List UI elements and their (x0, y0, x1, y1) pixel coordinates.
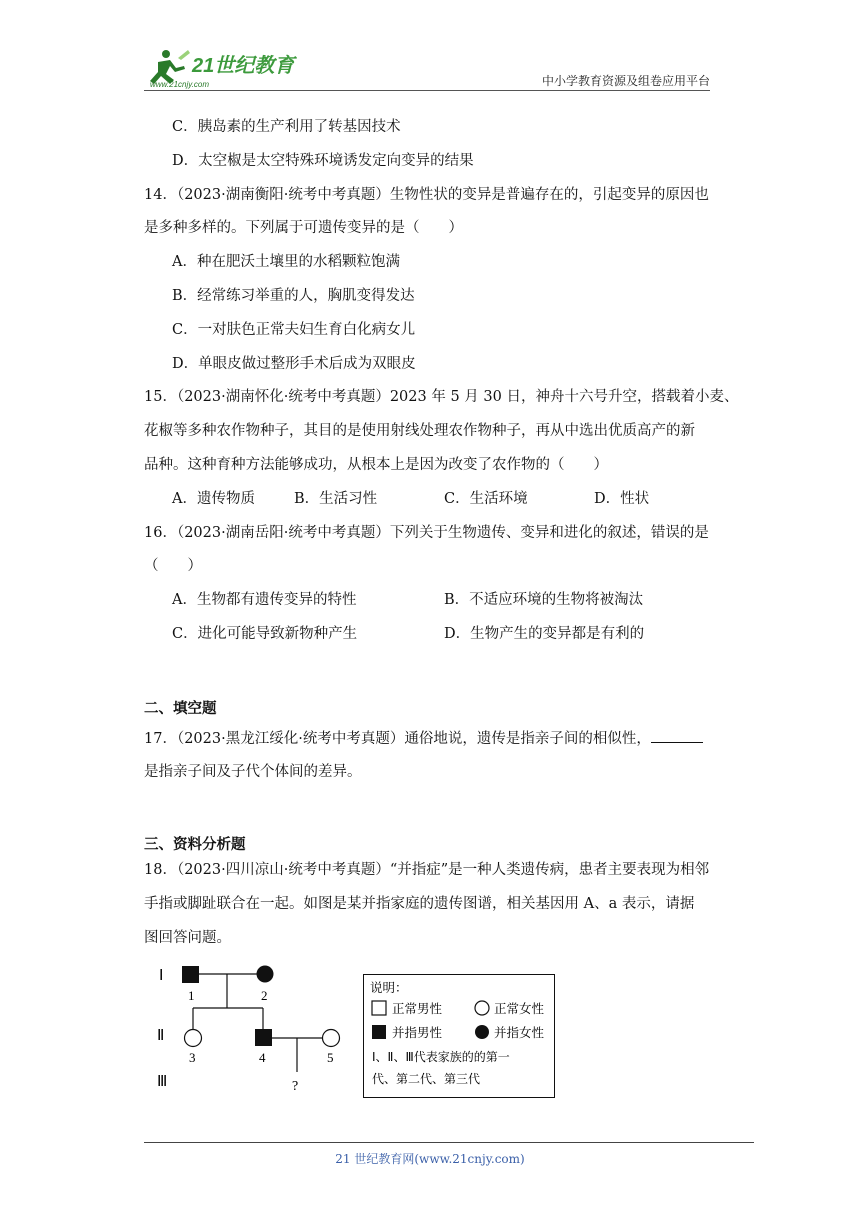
q16-stem-line2: （ ） (144, 558, 202, 574)
individual-1-affected-male (182, 966, 199, 983)
q16-option-c: C．进化可能导致新物种产生 (172, 626, 358, 642)
q16-option-a: A．生物都有遗传变异的特性 (172, 592, 357, 608)
q15-option-d: D．性状 (594, 491, 650, 507)
individual-2-affected-female (257, 966, 274, 983)
q17-answer-blank[interactable] (651, 728, 703, 743)
unknown-offspring-mark: ? (292, 1079, 299, 1094)
individual-5-normal-female (323, 1030, 340, 1047)
legend-graphic (364, 975, 554, 1097)
normal-female-symbol (475, 1001, 489, 1015)
individual-4-affected-male (255, 1029, 272, 1046)
q13-option-c: C．胰岛素的生产利用了转基因技术 (172, 119, 401, 135)
q17-stem-text: 17．（2023·黑龙江绥化·统考中考真题）通俗地说，遗传是指亲子间的相似性， (144, 731, 651, 747)
q15-option-b: B．生活习性 (294, 491, 378, 507)
q15-option-c: C．生活环境 (444, 491, 528, 507)
generation-3-label: Ⅲ (157, 1074, 168, 1090)
logo-url: www.21cnjy.com (150, 80, 209, 89)
q18-stem-line3: 图回答问题。 (144, 930, 231, 946)
logo-text: 21世纪教育 (192, 55, 295, 77)
q14-option-c: C．一对肤色正常夫妇生育白化病女儿 (172, 322, 416, 338)
q13-option-d: D．太空椒是太空特殊环境诱发定向变异的结果 (172, 153, 474, 169)
generation-1-label: Ⅰ (159, 968, 164, 984)
q15-stem-line3: 品种。这种育种方法能够成功，从根本上是因为改变了农作物的（ ） (144, 457, 608, 473)
q18-stem-line1: 18．（2023·四川凉山·统考中考真题）“并指症”是一种人类遗传病，患者主要表现为相邻 (144, 862, 710, 878)
runner-icon (150, 50, 190, 84)
individual-1-number: 1 (188, 988, 195, 1003)
q14-option-b: B．经常练习举重的人，胸肌变得发达 (172, 288, 415, 304)
section-title-analysis: 三、资料分析题 (144, 836, 246, 853)
q16-stem-line1: 16．（2023·湖南岳阳·统考中考真题）下列关于生物遗传、变异和进化的叙述，错误的是 (144, 525, 709, 541)
individual-3-normal-female (185, 1030, 202, 1047)
affected-female-symbol (475, 1025, 489, 1039)
site-logo (144, 44, 314, 92)
individual-5-number: 5 (327, 1050, 334, 1065)
footer-site-link[interactable]: 21 世纪教育网(www.21cnjy.com) (335, 1152, 525, 1166)
legend-normal-male: 正常男性 (392, 1001, 443, 1016)
individual-3-number: 3 (189, 1050, 196, 1065)
section-title-fill-blank: 二、填空题 (144, 700, 217, 717)
q16-option-b: B．不适应环境的生物将被淘汰 (444, 592, 644, 608)
header-divider (144, 90, 710, 91)
q16-option-d: D．生物产生的变异都是有利的 (444, 626, 645, 642)
generation-2-label: Ⅱ (157, 1028, 165, 1044)
legend-affected-female: 并指女性 (494, 1025, 545, 1040)
q14-stem-line1: 14．（2023·湖南衡阳·统考中考真题）生物性状的变异是普遍存在的，引起变异的原因也 (144, 187, 709, 203)
legend-affected-male: 并指男性 (392, 1025, 443, 1040)
pedigree-chart (155, 960, 355, 1100)
normal-male-symbol (372, 1001, 386, 1015)
individual-4-number: 4 (259, 1050, 266, 1065)
q15-option-a: A．遗传物质 (172, 491, 255, 507)
q17-stem-line1 (144, 728, 703, 749)
individual-2-number: 2 (261, 988, 268, 1003)
legend-note-line1: Ⅰ、Ⅱ、Ⅲ代表家族的的第一 (372, 1050, 510, 1064)
q14-option-a: A．种在肥沃土壤里的水稻颗粒饱满 (172, 254, 400, 270)
legend-normal-female: 正常女性 (494, 1001, 545, 1016)
legend-title: 说明： (370, 980, 408, 995)
q18-stem-line2: 手指或脚趾联合在一起。如图是某并指家庭的遗传图谱，相关基因用 A、a 表示，请据 (144, 896, 695, 912)
footer-divider (144, 1142, 754, 1143)
q15-stem-line1: 15．（2023·湖南怀化·统考中考真题）2023 年 5 月 30 日，神舟十六号升空，搭载着小麦、 (144, 389, 739, 405)
q17-stem-line2: 是指亲子间及子代个体间的差异。 (144, 764, 362, 780)
platform-name: 中小学教育资源及组卷应用平台 (541, 74, 710, 88)
q14-stem-line2: 是多种多样的。下列属于可遗传变异的是（ ） (144, 220, 463, 236)
pedigree-legend (363, 974, 555, 1098)
q15-stem-line2: 花椒等多种农作物种子，其目的是使用射线处理农作物种子，再从中选出优质高产的新 (144, 423, 695, 439)
affected-male-symbol (372, 1025, 386, 1039)
q14-option-d: D．单眼皮做过整形手术后成为双眼皮 (172, 356, 416, 372)
legend-note-line2: 代、第二代、第三代 (372, 1072, 481, 1086)
